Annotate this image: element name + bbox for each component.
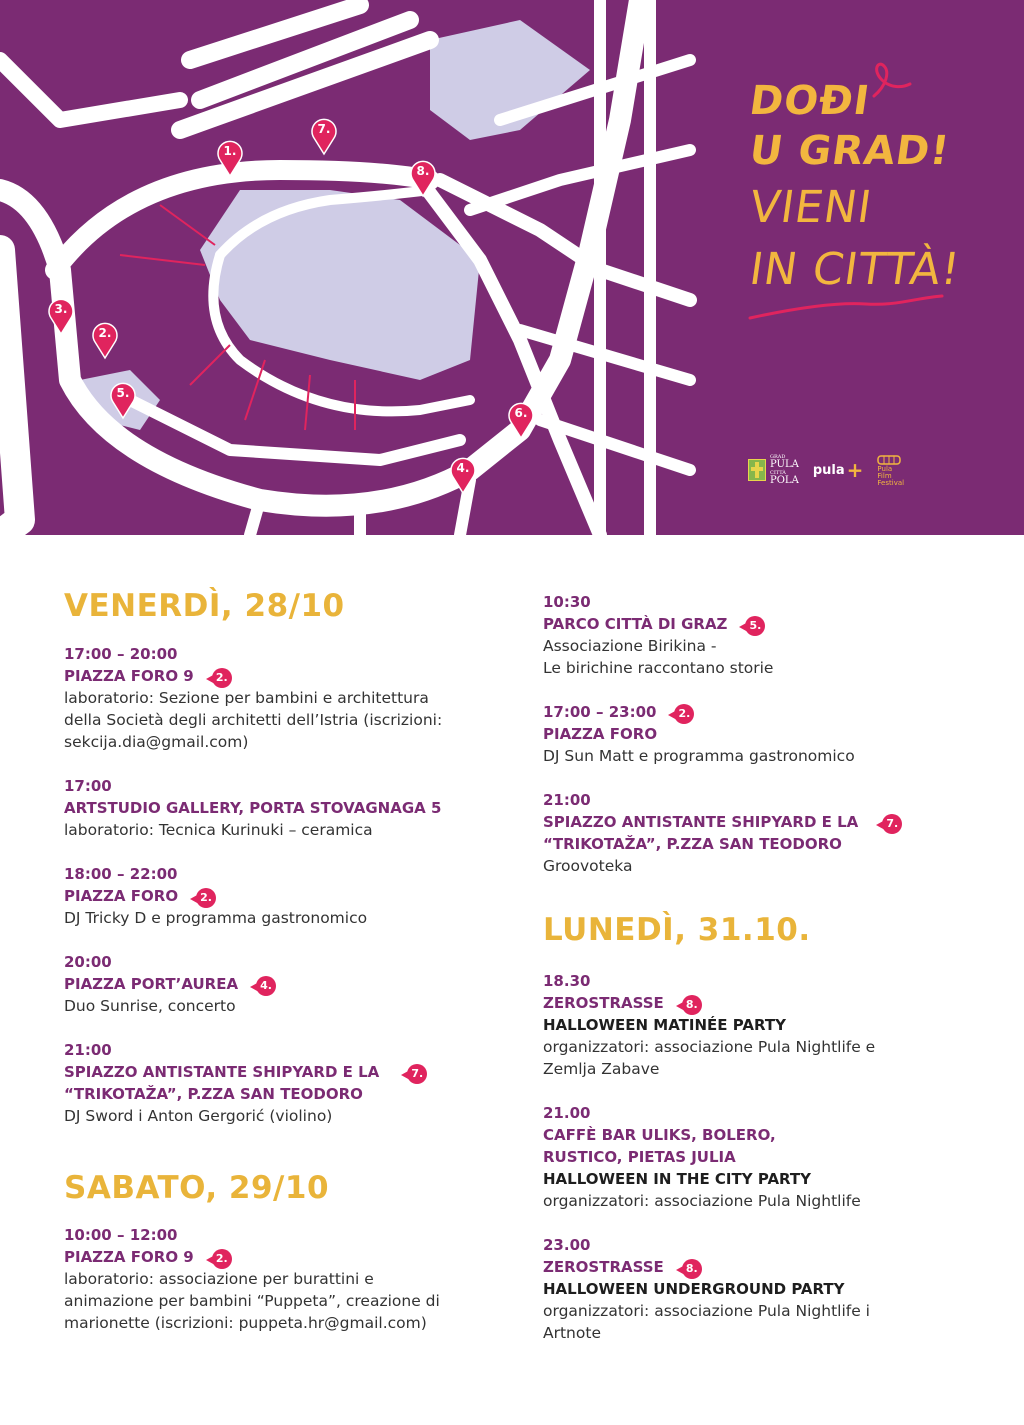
event-desc: laboratorio: associazione per burattini e (64, 1270, 374, 1288)
map-marker-label: 2. (98, 326, 112, 340)
event-desc: Zemlja Zabave (543, 1060, 660, 1078)
map-marker-8[interactable] (408, 158, 438, 202)
event-8 (543, 701, 855, 767)
location-pin-icon[interactable] (676, 995, 704, 1013)
map-marker-7[interactable] (309, 116, 339, 160)
city-logo-grad: GRAD (770, 454, 786, 460)
event-place: PIAZZA FORO 9 (64, 1248, 194, 1266)
event-place: ARTSTUDIO GALLERY, PORTA STOVAGNAGA 5 (64, 799, 442, 817)
event-place: PIAZZA FORO (64, 887, 179, 905)
slogan-line-4: IN CITTÀ! (746, 244, 964, 295)
event-3 (64, 863, 367, 929)
slogan-line-3: VIENI (746, 182, 876, 233)
event-place: PIAZZA FORO 9 (64, 667, 194, 685)
event-place: CAFFÈ BAR ULIKS, BOLERO, (543, 1126, 776, 1144)
map-marker-3[interactable] (46, 296, 76, 340)
event-place: SPIAZZO ANTISTANTE SHIPYARD E LA (543, 813, 859, 831)
festival-logo (877, 454, 904, 487)
map-marker-1[interactable] (215, 138, 245, 182)
event-place: PARCO CITTÀ DI GRAZ (543, 615, 728, 633)
location-pin-icon[interactable] (401, 1064, 429, 1082)
plus-icon: + (846, 458, 864, 482)
event-time-line (543, 701, 855, 723)
event-place: “TRIKOTAŽA”, P.ZZA SAN TEODORO (543, 835, 842, 853)
location-pin-icon[interactable] (250, 976, 278, 994)
map-marker-label: 7. (317, 122, 331, 136)
event-place: ZEROSTRASSE (543, 994, 664, 1012)
underline-swash (746, 288, 946, 324)
location-pin-icon[interactable] (739, 616, 767, 634)
event-place-line (543, 992, 875, 1014)
event-desc: marionette (iscrizioni: puppeta.hr@gmail.com) (64, 1314, 427, 1332)
event-5 (64, 1039, 429, 1127)
event-title: HALLOWEEN MATINÉE PARTY (543, 1016, 786, 1034)
city-crest-icon (748, 459, 766, 481)
event-desc: DJ Tricky D e programma gastronomico (64, 909, 368, 927)
arena-icon (877, 454, 901, 466)
event-desc: organizzatori: associazione Pula Nightlife (543, 1192, 861, 1210)
event-desc: DJ Sun Matt e programma gastronomico (543, 747, 855, 765)
event-place-line (64, 1061, 429, 1083)
event-place: PIAZZA PORT’AUREA (64, 975, 239, 993)
pin-number: 8. (685, 1261, 698, 1275)
pin-number: 8. (685, 997, 698, 1011)
event-10 (543, 970, 875, 1080)
event-place-line (543, 613, 773, 635)
event-place-line (64, 885, 367, 907)
event-12 (543, 1234, 870, 1344)
event-desc: laboratorio: Sezione per bambini e architettura (64, 689, 429, 707)
festival-name-1: Pula (877, 464, 893, 473)
map-marker-2[interactable] (90, 320, 120, 364)
map-marker-label: 5. (116, 386, 130, 400)
event-title: HALLOWEEN IN THE CITY PARTY (543, 1170, 812, 1188)
slogan-line-2: U GRAD! (746, 128, 953, 174)
festival-name-2: Film (877, 471, 892, 480)
location-pin-icon[interactable] (206, 668, 234, 686)
map-marker-label: 1. (223, 144, 237, 158)
event-time: 21:00 (543, 791, 591, 809)
day-heading-sabato: SABATO, 29/10 (64, 1170, 330, 1206)
map-marker-label: 4. (456, 461, 470, 475)
location-pin-icon[interactable] (676, 1259, 704, 1277)
event-place-line (543, 1256, 870, 1278)
event-place: ZEROSTRASSE (543, 1258, 664, 1276)
map-marker-label: 6. (514, 406, 528, 420)
event-time: 17:00 – 23:00 (543, 703, 657, 721)
event-time: 17:00 – 20:00 (64, 645, 178, 663)
map-marker-5[interactable] (108, 380, 138, 424)
event-time: 18:00 – 22:00 (64, 865, 178, 883)
city-logo-pula: PULA (770, 459, 799, 470)
map-marker-6[interactable] (506, 400, 536, 444)
event-desc: organizzatori: associazione Pula Nightlife i (543, 1302, 870, 1320)
event-time: 18.30 (543, 972, 591, 990)
festival-name-3: Festival (877, 478, 905, 487)
city-logo-citta: CITTÀ (770, 470, 786, 476)
sponsor-logos (748, 452, 904, 488)
event-time: 23.00 (543, 1236, 591, 1254)
event-place: RUSTICO, PIETAS JULIA (543, 1148, 736, 1166)
event-6 (64, 1224, 440, 1334)
map-marker-4[interactable] (448, 455, 478, 499)
event-time: 17:00 (64, 777, 112, 795)
event-time: 21:00 (64, 1041, 112, 1059)
event-place-line (64, 665, 442, 687)
location-pin-icon[interactable] (206, 1249, 234, 1267)
event-desc: Duo Sunrise, concerto (64, 997, 236, 1015)
event-9 (543, 789, 904, 877)
event-desc: DJ Sword i Anton Gergorić (violino) (64, 1107, 333, 1125)
event-desc: animazione per bambini “Puppeta”, creazione di (64, 1292, 440, 1310)
pula-plus-logo (813, 458, 864, 482)
pin-number: 4. (260, 978, 272, 992)
event-time: 10:30 (543, 593, 591, 611)
event-4 (64, 951, 278, 1017)
event-desc: Le birichine raccontano storie (543, 659, 774, 677)
location-pin-icon[interactable] (668, 704, 696, 722)
map-marker-label: 3. (54, 302, 68, 316)
event-desc: sekcija.dia@gmail.com) (64, 733, 249, 751)
event-place: PIAZZA FORO (543, 725, 658, 743)
day-heading-lunedi: LUNEDÌ, 31.10. (543, 912, 811, 948)
pin-number: 5. (749, 618, 762, 632)
pin-number: 7. (411, 1066, 424, 1080)
slogan-line-1: DOĐI (746, 78, 873, 124)
pin-number: 2. (200, 890, 212, 904)
event-11 (543, 1102, 861, 1212)
event-desc: Artnote (543, 1324, 601, 1342)
location-pin-icon[interactable] (876, 814, 904, 832)
event-place: SPIAZZO ANTISTANTE SHIPYARD E LA (64, 1063, 380, 1081)
event-place-line (543, 811, 904, 833)
event-desc: della Società degli architetti dell’Istria (iscrizioni: (64, 711, 443, 729)
city-map (0, 0, 700, 535)
event-7 (543, 591, 773, 679)
hero-banner (0, 0, 1024, 535)
event-place-line (64, 973, 278, 995)
location-pin-icon[interactable] (190, 888, 218, 906)
pula-plus-text: pula (812, 462, 845, 478)
event-time: 10:00 – 12:00 (64, 1226, 178, 1244)
day-heading-venerdi: VENERDÌ, 28/10 (64, 588, 345, 624)
pin-number: 2. (215, 1251, 228, 1265)
city-logo-pola: POLA (770, 475, 799, 486)
event-2 (64, 775, 441, 841)
event-1 (64, 643, 442, 753)
event-time: 20:00 (64, 953, 112, 971)
ribbon-icon (868, 58, 914, 104)
pin-number: 2. (215, 670, 228, 684)
city-logo (748, 454, 799, 486)
event-time: 21.00 (543, 1104, 591, 1122)
event-desc: laboratorio: Tecnica Kurinuki – ceramica (64, 821, 373, 839)
event-place-line (64, 1246, 440, 1268)
pin-number: 7. (886, 816, 899, 830)
event-desc: Associazione Birikina - (543, 637, 717, 655)
event-desc: Groovoteka (543, 857, 633, 875)
event-place: “TRIKOTAŽA”, P.ZZA SAN TEODORO (64, 1085, 363, 1103)
pin-number: 2. (678, 706, 691, 720)
event-title: HALLOWEEN UNDERGROUND PARTY (543, 1280, 845, 1298)
map-marker-label: 8. (416, 164, 430, 178)
event-desc: organizzatori: associazione Pula Nightlife e (543, 1038, 876, 1056)
